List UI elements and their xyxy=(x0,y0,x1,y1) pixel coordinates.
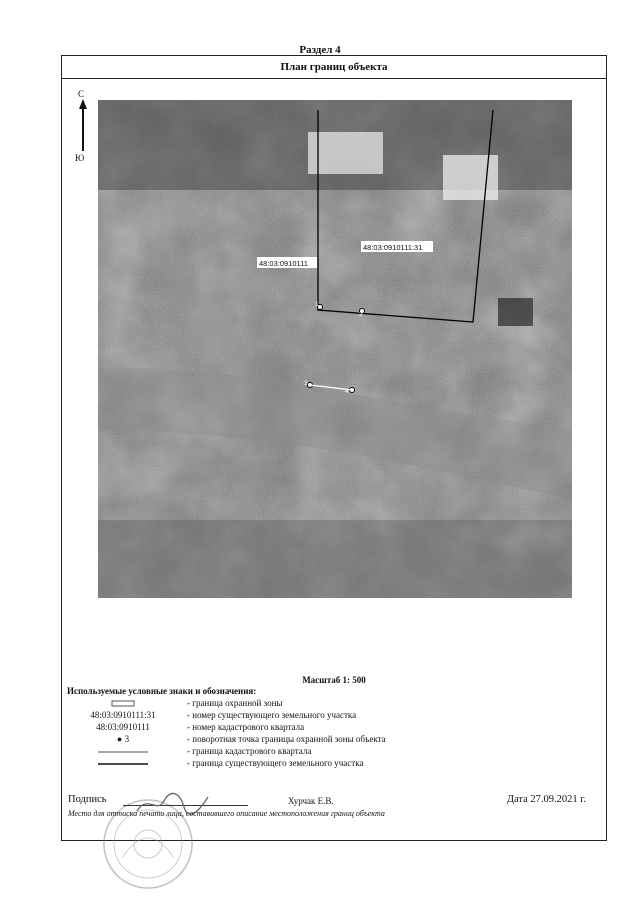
legend-quarter-line-symbol xyxy=(68,746,178,756)
aerial-map xyxy=(98,100,572,598)
plan-title: План границ объекта xyxy=(62,56,606,79)
point-label: 2 xyxy=(359,311,363,318)
point-label: 3 xyxy=(304,380,308,387)
legend-item: ● 3 - поворотная точка границы охранной зоны объекта xyxy=(116,734,386,744)
legend-item: - граница охранной зоны xyxy=(62,698,602,710)
compass xyxy=(74,89,92,169)
stamp-note: Место для оттиска печати лица, составившего описание местоположения границ объекта xyxy=(68,809,385,818)
document-frame xyxy=(61,55,607,841)
legend-title: Используемые условные знаки и обозначения: xyxy=(67,686,257,696)
legend-item: 48:03:0910111:31 - номер существующего земельного участка xyxy=(90,710,357,720)
point-label: 4 xyxy=(345,388,349,395)
signature-label: Подпись xyxy=(68,794,107,805)
map-scale: Масштаб 1: 500 xyxy=(302,675,366,685)
legend-item: 48:03:0910111 - номер кадастрового квартала xyxy=(96,722,305,732)
signer-name: Хурчак Е.В. xyxy=(288,796,334,806)
compass-arrow-icon xyxy=(74,99,92,161)
legend-parcel-line-symbol xyxy=(68,758,178,768)
compass-south-label: Ю xyxy=(75,153,85,163)
legend-item: - граница кадастрового квартала xyxy=(62,746,602,758)
parcel-number-label: 48:03:0910111:31 xyxy=(363,243,423,252)
signature-date: Дата 27.09.2021 г. xyxy=(506,794,586,805)
point-label: 1 xyxy=(315,301,319,308)
section-title: Раздел 4 xyxy=(299,44,341,56)
legend-zone-boundary-symbol xyxy=(68,698,178,708)
legend-item: - граница существующего земельного участка xyxy=(62,758,602,770)
quarter-number-label: 48:03:0910111 xyxy=(259,259,308,268)
compass-north-label: С xyxy=(78,89,85,99)
